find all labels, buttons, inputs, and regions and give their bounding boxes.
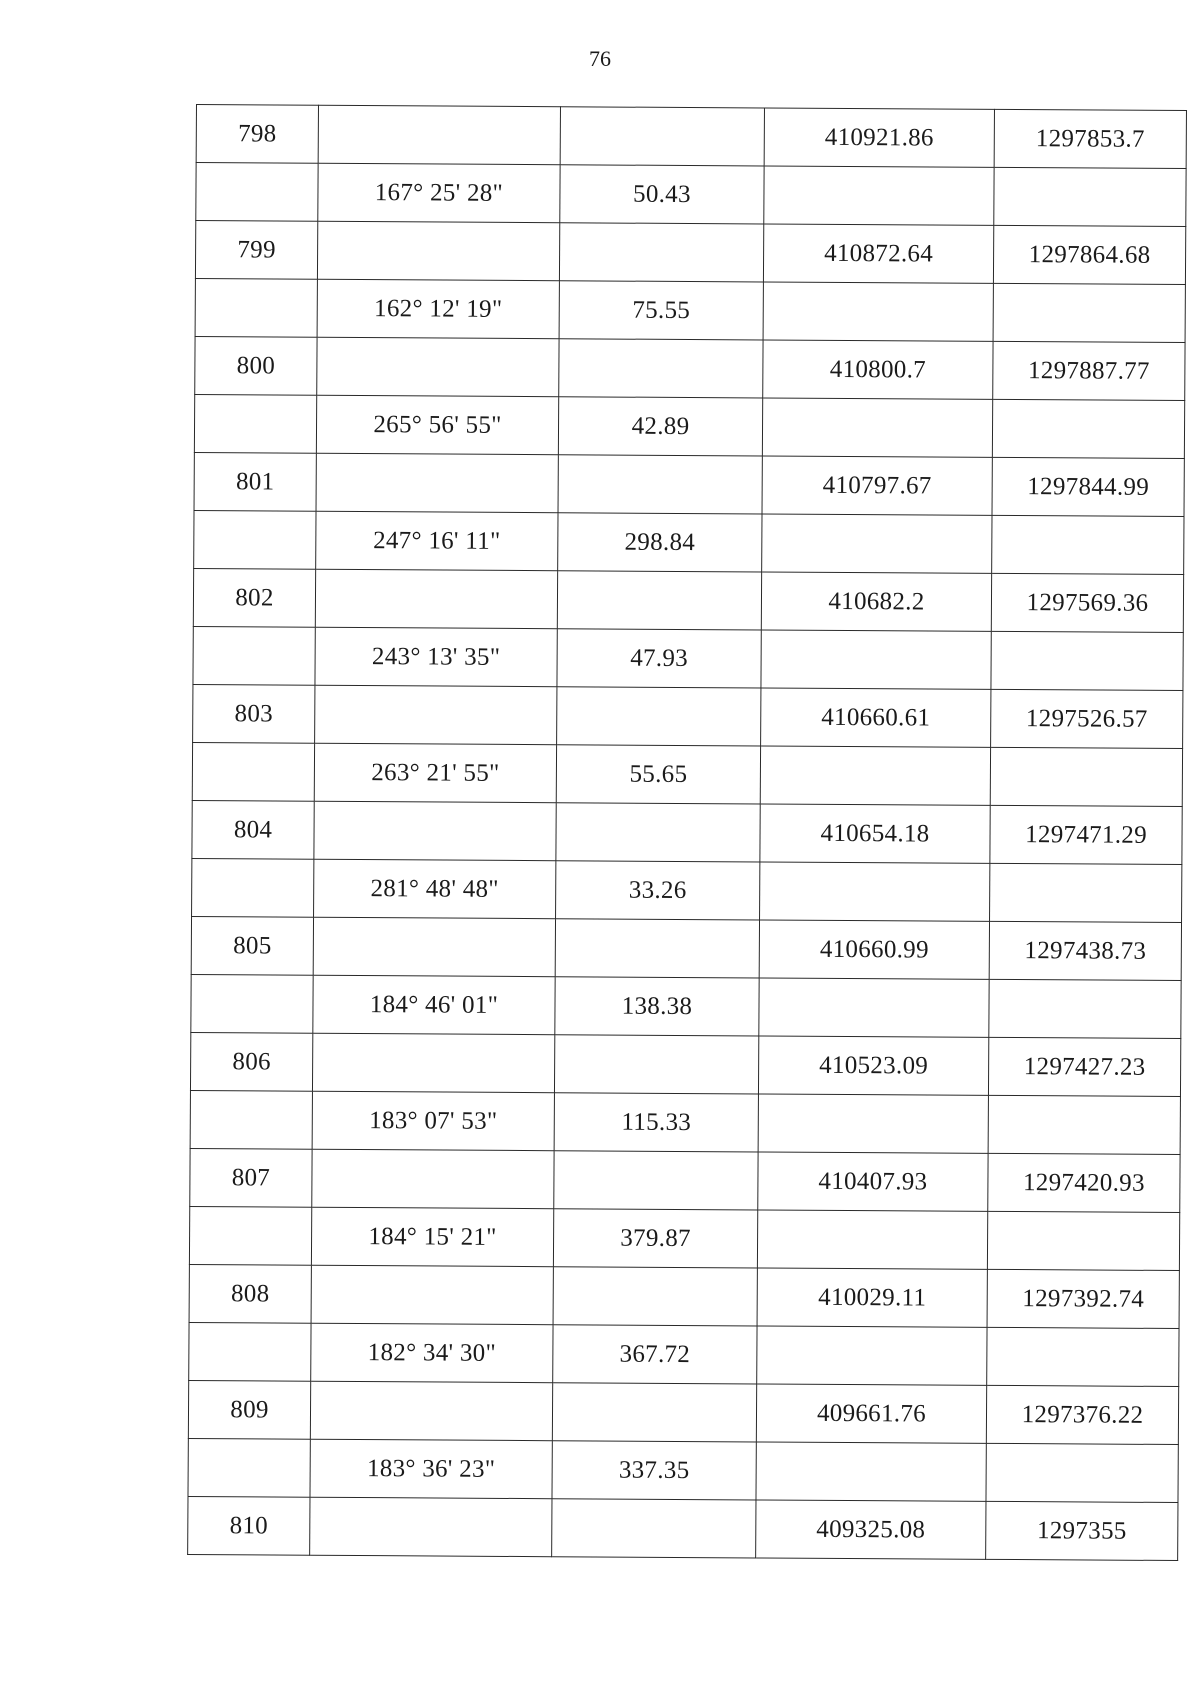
- station-cell: [196, 163, 318, 222]
- distance-cell: 337.35: [552, 1441, 756, 1500]
- table-row: [188, 1496, 1178, 1560]
- distance-cell: 55.65: [556, 745, 760, 804]
- table-row: [190, 1148, 1180, 1212]
- station-cell: 807: [190, 1148, 312, 1207]
- station-cell: [195, 278, 317, 337]
- table-row: [191, 974, 1181, 1038]
- coordinate-b-cell: 1297392.74: [987, 1269, 1179, 1328]
- distance-cell: 42.89: [558, 397, 762, 456]
- distance-cell: [556, 803, 760, 862]
- coordinate-a-cell: [762, 398, 992, 457]
- distance-cell: 367.72: [553, 1325, 757, 1384]
- table-row: [195, 336, 1185, 400]
- table-row: [195, 221, 1185, 285]
- coordinate-a-cell: 410872.64: [763, 224, 993, 283]
- distance-cell: [560, 107, 764, 166]
- coordinate-b-cell: 1297355: [986, 1501, 1178, 1560]
- table-row: [196, 163, 1186, 227]
- coordinate-b-cell: [986, 1443, 1178, 1502]
- bearing-cell: [315, 569, 557, 628]
- station-cell: 803: [193, 684, 315, 743]
- coordinate-a-cell: 410523.09: [758, 1036, 988, 1095]
- coordinate-a-cell: [758, 1094, 988, 1153]
- coordinate-a-cell: 410921.86: [764, 108, 994, 167]
- bearing-cell: 183° 36' 23": [310, 1439, 552, 1498]
- survey-coordinates-table: [187, 104, 1187, 1561]
- table-row: [192, 800, 1182, 864]
- coordinate-a-cell: [762, 514, 992, 573]
- coordinate-b-cell: 1297438.73: [989, 921, 1181, 980]
- station-cell: [194, 394, 316, 453]
- coordinate-a-cell: [760, 862, 990, 921]
- coordinate-a-cell: [757, 1210, 987, 1269]
- distance-cell: [553, 1267, 757, 1326]
- coordinate-a-cell: 410682.2: [761, 572, 991, 631]
- coordinate-b-cell: [987, 1211, 1179, 1270]
- coordinate-a-cell: 410797.67: [762, 456, 992, 515]
- station-cell: [188, 1438, 310, 1497]
- coordinate-a-cell: 410029.11: [757, 1268, 987, 1327]
- coordinate-a-cell: 410660.61: [761, 688, 991, 747]
- distance-cell: [557, 571, 761, 630]
- coordinate-b-cell: [990, 747, 1182, 806]
- station-cell: [192, 858, 314, 917]
- table-row: [192, 858, 1182, 922]
- distance-cell: 47.93: [557, 629, 761, 688]
- bearing-cell: [315, 685, 557, 744]
- station-cell: 802: [193, 568, 315, 627]
- table-row: [194, 452, 1184, 516]
- distance-cell: [559, 339, 763, 398]
- distance-cell: 33.26: [556, 861, 760, 920]
- station-cell: 805: [191, 916, 313, 975]
- table-body: [188, 105, 1187, 1561]
- table-row: [193, 684, 1183, 748]
- coordinate-b-cell: 1297526.57: [991, 689, 1183, 748]
- bearing-cell: 263° 21' 55": [314, 743, 556, 802]
- coordinate-b-cell: [990, 863, 1182, 922]
- station-cell: [194, 510, 316, 569]
- table-row: [188, 1438, 1178, 1502]
- table-row: [190, 1032, 1180, 1096]
- table-row: [189, 1322, 1179, 1386]
- coordinate-a-cell: [764, 166, 994, 225]
- bearing-cell: 265° 56' 55": [316, 395, 558, 454]
- distance-cell: 75.55: [559, 281, 763, 340]
- coordinate-a-cell: 409661.76: [756, 1384, 986, 1443]
- coordinate-b-cell: 1297853.7: [994, 109, 1186, 168]
- coordinate-b-cell: [992, 399, 1184, 458]
- bearing-cell: [310, 1381, 552, 1440]
- distance-cell: [555, 919, 759, 978]
- station-cell: 810: [188, 1496, 310, 1555]
- station-cell: 798: [196, 105, 318, 164]
- distance-cell: 379.87: [553, 1209, 757, 1268]
- station-cell: 801: [194, 452, 316, 511]
- distance-cell: [558, 455, 762, 514]
- coordinate-b-cell: 1297887.77: [993, 341, 1185, 400]
- table-row: [192, 742, 1182, 806]
- table-row: [188, 1380, 1178, 1444]
- distance-cell: [559, 223, 763, 282]
- table-row: [193, 568, 1183, 632]
- table-row: [191, 916, 1181, 980]
- coordinate-a-cell: 410800.7: [763, 340, 993, 399]
- table-row: [194, 510, 1184, 574]
- coordinate-a-cell: [759, 978, 989, 1037]
- bearing-cell: 184° 46' 01": [313, 975, 555, 1034]
- bearing-cell: [312, 1149, 554, 1208]
- station-cell: [190, 1090, 312, 1149]
- coordinate-b-cell: 1297427.23: [988, 1037, 1180, 1096]
- distance-cell: [552, 1499, 756, 1558]
- bearing-cell: [317, 221, 559, 280]
- bearing-cell: 281° 48' 48": [314, 859, 556, 918]
- station-cell: 808: [189, 1264, 311, 1323]
- bearing-cell: [311, 1265, 553, 1324]
- station-cell: 799: [195, 221, 317, 280]
- coordinate-a-cell: [763, 282, 993, 341]
- distance-cell: 138.38: [555, 977, 759, 1036]
- bearing-cell: 182° 34' 30": [311, 1323, 553, 1382]
- table-row: [189, 1264, 1179, 1328]
- coordinate-b-cell: 1297844.99: [992, 457, 1184, 516]
- bearing-cell: [316, 453, 558, 512]
- bearing-cell: 243° 13' 35": [315, 627, 557, 686]
- station-cell: [189, 1206, 311, 1265]
- coordinate-b-cell: 1297864.68: [993, 225, 1185, 284]
- station-cell: 800: [195, 336, 317, 395]
- coordinate-a-cell: [756, 1442, 986, 1501]
- table-row: [196, 105, 1186, 169]
- station-cell: 806: [190, 1032, 312, 1091]
- bearing-cell: [312, 1033, 554, 1092]
- coordinate-b-cell: [992, 515, 1184, 574]
- distance-cell: 298.84: [558, 513, 762, 572]
- coordinate-a-cell: 410660.99: [759, 920, 989, 979]
- bearing-cell: 247° 16' 11": [316, 511, 558, 570]
- distance-cell: 115.33: [554, 1093, 758, 1152]
- table-row: [189, 1206, 1179, 1270]
- coordinate-b-cell: [988, 1095, 1180, 1154]
- coordinate-a-cell: 409325.08: [756, 1500, 986, 1559]
- station-cell: [191, 974, 313, 1033]
- coordinate-b-cell: [987, 1327, 1179, 1386]
- table-row: [195, 278, 1185, 342]
- bearing-cell: [314, 801, 556, 860]
- bearing-cell: [318, 105, 560, 164]
- distance-cell: 50.43: [560, 165, 764, 224]
- station-cell: 809: [188, 1380, 310, 1439]
- page-number: 76: [589, 46, 611, 71]
- coordinate-b-cell: 1297376.22: [986, 1385, 1178, 1444]
- coordinate-a-cell: 410407.93: [758, 1152, 988, 1211]
- station-cell: [192, 742, 314, 801]
- coordinate-a-cell: [760, 746, 990, 805]
- coordinate-a-cell: [761, 630, 991, 689]
- coordinate-b-cell: [989, 979, 1181, 1038]
- table-row: [190, 1090, 1180, 1154]
- bearing-cell: 183° 07' 53": [312, 1091, 554, 1150]
- station-cell: [189, 1322, 311, 1381]
- station-cell: [193, 626, 315, 685]
- coordinate-b-cell: [991, 631, 1183, 690]
- table-row: [193, 626, 1183, 690]
- coordinate-b-cell: 1297569.36: [991, 573, 1183, 632]
- station-cell: 804: [192, 800, 314, 859]
- bearing-cell: [317, 337, 559, 396]
- distance-cell: [552, 1383, 756, 1442]
- coordinate-b-cell: [994, 167, 1186, 226]
- bearing-cell: 167° 25' 28": [318, 163, 560, 222]
- coordinate-a-cell: 410654.18: [760, 804, 990, 863]
- table-row: [194, 394, 1184, 458]
- distance-cell: [554, 1035, 758, 1094]
- coordinate-a-cell: [757, 1326, 987, 1385]
- bearing-cell: 162° 12' 19": [317, 279, 559, 338]
- bearing-cell: [313, 917, 555, 976]
- distance-cell: [554, 1151, 758, 1210]
- coordinate-b-cell: [993, 283, 1185, 342]
- bearing-cell: [310, 1497, 552, 1556]
- distance-cell: [557, 687, 761, 746]
- bearing-cell: 184° 15' 21": [311, 1207, 553, 1266]
- coordinate-b-cell: 1297420.93: [988, 1153, 1180, 1212]
- coordinate-b-cell: 1297471.29: [990, 805, 1182, 864]
